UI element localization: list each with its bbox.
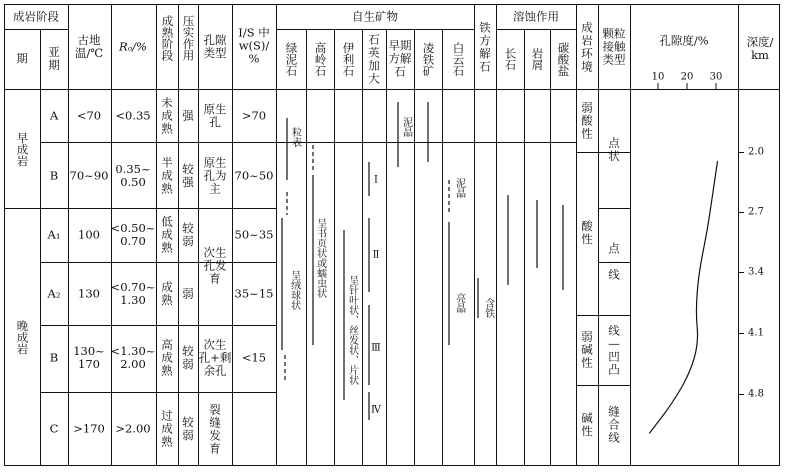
row-1-sub: B xyxy=(49,168,59,183)
debris-header: 岩屑 xyxy=(530,47,545,71)
row-0-maturity: 未成熟 xyxy=(161,95,173,136)
dolomite-annotation-bottom: 亮晶 xyxy=(453,293,465,313)
contact-point: 点状 xyxy=(608,136,620,163)
row-5-ro: >2.00 xyxy=(115,421,151,436)
row-3-ro: <0.70~ 1.30 xyxy=(110,280,156,307)
row-5-maturity: 过成熟 xyxy=(161,408,173,449)
row-3-temp: 130 xyxy=(78,286,100,301)
early-calcite-annotation: 泥晶 xyxy=(400,117,412,137)
row-4-pore: 次生 孔+剩 余孔 xyxy=(198,337,232,378)
row-4-temp: 130~ 170 xyxy=(73,344,105,371)
contact-suture: 缝合线 xyxy=(608,404,620,445)
maturity-header: 成熟阶段 xyxy=(160,15,175,61)
illite-header: 伊利石 xyxy=(341,41,356,77)
period-early: 早成岩 xyxy=(15,131,30,167)
row-3-sub: A₂ xyxy=(47,286,61,301)
stage-group-header: 成岩阶段 xyxy=(13,9,59,24)
porosity-tick-label-20: 20 xyxy=(680,71,694,83)
pore-secondary: 次生孔发育 xyxy=(203,245,227,286)
kaolinite-annotation: 呈书页状或蠕虫状 xyxy=(314,218,326,298)
depth-label-4.8: 4.8 xyxy=(748,388,764,400)
quartz-stage-3: Ⅲ xyxy=(371,342,381,354)
depth-label-2.7: 2.7 xyxy=(748,206,764,218)
depth-label-3.4: 3.4 xyxy=(748,266,764,278)
depth-label-2.0: 2.0 xyxy=(748,146,764,158)
contact-line-concave: 线—凹凸 xyxy=(608,323,620,376)
ferrocalcite-annotation: 含铁 xyxy=(482,298,494,318)
row-1-compaction: 较强 xyxy=(182,162,194,189)
quartz-stage-2: Ⅱ xyxy=(372,249,380,261)
chlorite-annotation-bottom: 呈绒球状 xyxy=(288,270,300,310)
row-2-is: 50~35 xyxy=(234,227,274,242)
row-3-is: 35~15 xyxy=(234,286,274,301)
ro-header: Rₒ/% xyxy=(119,39,147,54)
feldspar-header: 长石 xyxy=(503,47,518,71)
porosity-curve xyxy=(649,161,717,433)
row-5-compaction: 较弱 xyxy=(182,415,194,442)
row-4-maturity: 高成熟 xyxy=(161,337,173,378)
row-1-pore: 原生孔为主 xyxy=(203,155,227,196)
row-4-sub: B xyxy=(49,350,59,365)
row-4-ro: <1.30~ 2.00 xyxy=(110,344,156,371)
row-2-ro: <0.50~ 0.70 xyxy=(110,221,156,248)
is-header: I/S 中 w(S)/ % xyxy=(238,25,270,66)
compaction-header: 压实作用 xyxy=(181,15,196,61)
subperiod-header: 亚期 xyxy=(48,45,60,72)
contact-point-line: 点—线 xyxy=(608,241,620,282)
row-3-maturity: 成熟 xyxy=(161,280,173,307)
early-calcite-header: 早期方解石 xyxy=(388,38,412,79)
row-5-pore: 裂缝发育 xyxy=(209,402,221,455)
row-1-maturity: 半成熟 xyxy=(161,155,173,196)
kaolinite-header: 高岭石 xyxy=(313,41,328,77)
row-2-compaction: 较弱 xyxy=(182,221,194,248)
period-late: 晚成岩 xyxy=(15,319,30,355)
row-2-sub: A₁ xyxy=(47,227,61,242)
porosity-tick-label-10: 10 xyxy=(651,71,665,83)
depth-label-4.1: 4.1 xyxy=(748,327,764,339)
row-5-temp: >170 xyxy=(73,421,105,436)
row-1-temp: 70~90 xyxy=(69,168,109,183)
row-4-compaction: 较弱 xyxy=(182,344,194,371)
porosity-tick-label-30: 30 xyxy=(709,71,723,83)
pore-type-header: 孔隙类型 xyxy=(203,33,227,60)
siderite-header: 凌铁矿 xyxy=(421,41,436,77)
row-2-temp: 100 xyxy=(78,227,100,242)
porosity-header: 孔隙度/% xyxy=(659,33,709,48)
period-header: 期 xyxy=(16,51,28,66)
row-5-sub: C xyxy=(49,421,59,436)
row-0-sub: A xyxy=(49,108,59,123)
dolomite-annotation-top: 泥晶 xyxy=(453,178,465,198)
row-1-is: 70~50 xyxy=(234,168,274,183)
illite-annotation: 呈针叶状、丝发状、片状 xyxy=(346,275,358,385)
row-0-compaction: 强 xyxy=(182,108,194,123)
dissolution-header: 溶蚀作用 xyxy=(513,9,559,24)
ferrocalcite-header: 铁方解石 xyxy=(479,20,491,73)
chlorite-annotation-top: 粒表 xyxy=(289,127,301,147)
depth-header: 深度/ km xyxy=(746,35,774,62)
quartz-stage-1: Ⅰ xyxy=(374,174,378,186)
paleotemp-header: 古地 温/℃ xyxy=(74,33,104,60)
contact-header: 颗粒接触类型 xyxy=(602,26,626,67)
environment-weak-alkaline: 弱碱性 xyxy=(581,329,593,370)
environment-alkaline: 碱性 xyxy=(581,411,593,438)
environment-header: 成岩环境 xyxy=(581,20,593,73)
carbonate-header: 碳酸盐 xyxy=(556,41,571,77)
row-0-temp: <70 xyxy=(76,108,102,123)
row-1-ro: 0.35~ 0.50 xyxy=(115,162,151,189)
quartz-header: 石英加大 xyxy=(368,32,380,85)
environment-weak-acid: 弱酸性 xyxy=(581,100,593,141)
row-3-compaction: 弱 xyxy=(182,286,194,301)
row-0-is: >70 xyxy=(241,108,267,123)
environment-acid: 酸性 xyxy=(581,219,593,246)
quartz-stage-4: Ⅳ xyxy=(371,404,381,416)
row-2-maturity: 低成熟 xyxy=(161,214,173,255)
row-0-ro: <0.35 xyxy=(115,108,151,123)
chlorite-header: 绿泥石 xyxy=(284,41,299,77)
row-0-pore: 原生孔 xyxy=(203,102,227,129)
authigenic-header: 自生矿物 xyxy=(352,9,398,24)
dolomite-header: 白云石 xyxy=(451,41,466,77)
row-4-is: <15 xyxy=(241,350,267,365)
